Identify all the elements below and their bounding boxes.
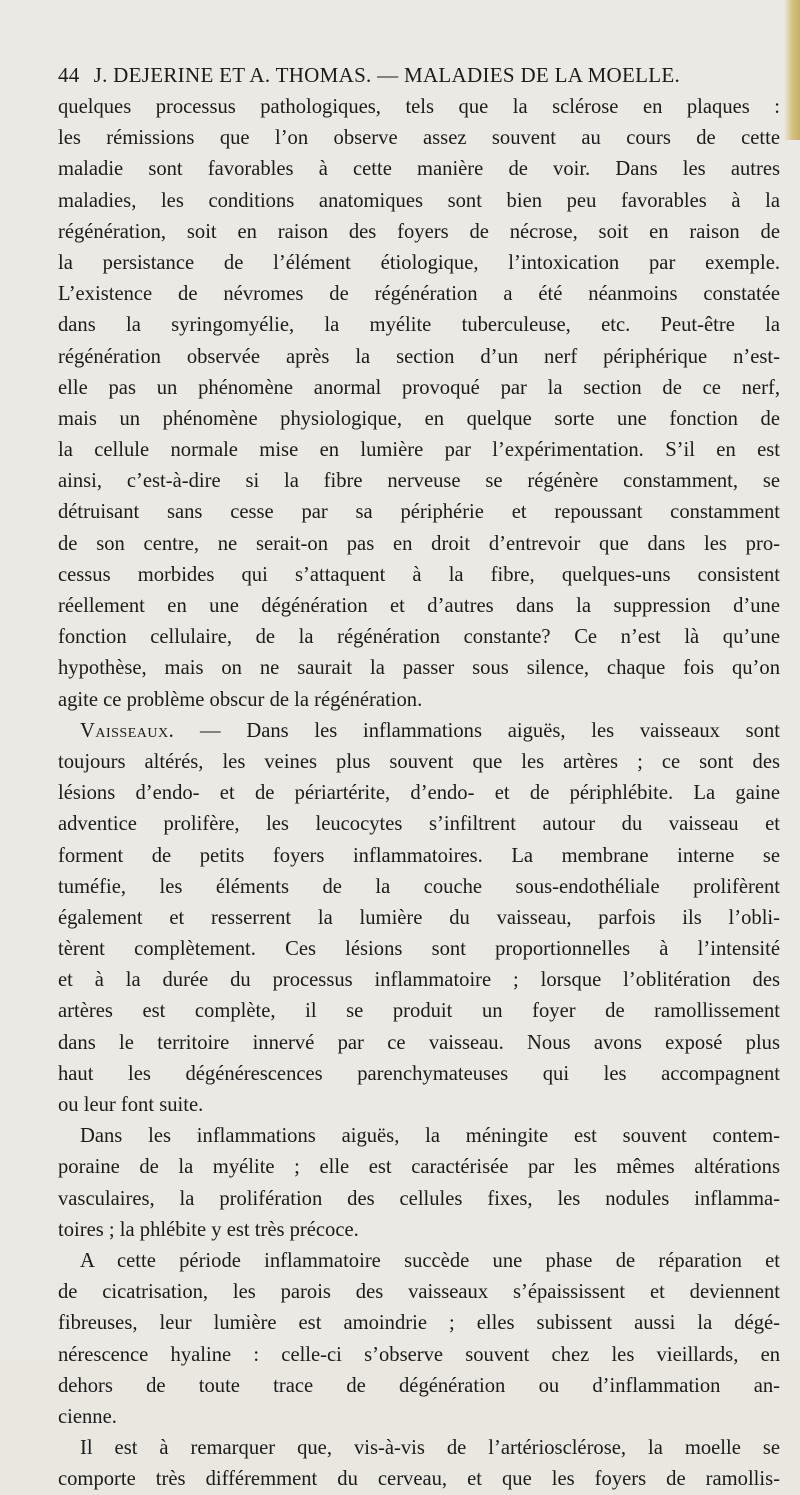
running-title: J. DEJERINE ET A. THOMAS. — MALADIES DE LA MOELLE. <box>93 63 681 87</box>
text-line <box>58 1152 780 1183</box>
line-text: tèrent complètement. Ces lésions sont proportionnelles à l’intensité <box>58 938 780 961</box>
text-line <box>58 996 780 1027</box>
text-line <box>58 497 780 528</box>
text-line <box>58 373 780 404</box>
line-text: dans la syringomyélie, la myélite tuberculeuse, etc. Peut-être la <box>58 314 780 337</box>
line-text: les rémissions que l’on observe assez souvent au cours de cette <box>58 127 780 150</box>
line-text: réellement en une dégénération et d’autres dans la suppression d’une <box>58 595 780 617</box>
text-line <box>58 342 780 373</box>
text-line <box>58 903 780 934</box>
text-line <box>58 248 780 279</box>
line-text: cienne. <box>58 1405 117 1428</box>
text-line <box>58 1215 780 1246</box>
text-line <box>58 1184 780 1215</box>
text-line <box>58 872 780 903</box>
line-text: dans le territoire innervé par ce vaisseau. Nous avons exposé plus <box>58 1031 780 1054</box>
text-line <box>58 279 780 310</box>
line-text: maladie sont favorables à cette manière de voir. Dans les autres <box>58 158 780 181</box>
line-text: elle pas un phénomène anormal provoqué par la section de ce nerf, <box>58 376 780 399</box>
text-line <box>58 154 780 185</box>
line-text: Il est à remarquer que, vis-à-vis de l’artériosclérose, la moelle se <box>80 1437 780 1460</box>
text-line <box>58 1121 780 1152</box>
text-line <box>58 435 780 466</box>
text-line <box>58 778 780 809</box>
text-line <box>58 466 780 497</box>
text-line <box>58 1464 780 1495</box>
body-text <box>58 92 780 1495</box>
text-line <box>58 560 780 591</box>
line-text: hypothèse, mais on ne saurait la passer sous silence, chaque fois qu’on <box>58 657 780 680</box>
text-line <box>58 1090 780 1121</box>
text-line <box>58 716 780 747</box>
text-line <box>58 1433 780 1464</box>
running-header <box>58 63 758 87</box>
line-text: poraine de la myélite ; elle est caractérisée par les mêmes altérations <box>58 1156 780 1179</box>
text-line <box>58 653 780 684</box>
text-line <box>58 404 780 435</box>
line-text: fibreuses, leur lumière est amoindrie ; elles subissent aussi la dégé- <box>58 1312 780 1335</box>
line-text: mais un phénomène physiologique, en quelque sorte une fonction de <box>58 407 780 430</box>
line-text: A cette période inflammatoire succède une phase de réparation et <box>80 1249 780 1272</box>
line-text: Dans les inflammations aiguës, la méningite est souvent contem- <box>80 1125 780 1148</box>
page-number: 44 <box>58 63 80 87</box>
line-text: L’existence de névromes de régénération a été néanmoins constatée <box>58 283 780 306</box>
text-line <box>58 1277 780 1308</box>
text-line <box>58 123 780 154</box>
text-line <box>58 965 780 996</box>
line-text: artères est complète, il se produit un foyer de ramollissement <box>58 1000 780 1023</box>
line-text: régénération, soit en raison des foyers de nécrose, soit en raison de <box>58 220 780 243</box>
line-text: — Dans les inflammations aiguës, les vaisseaux sont <box>174 719 780 742</box>
line-text: toires ; la phlébite y est très précoce. <box>58 1218 359 1241</box>
text-line <box>58 1340 780 1371</box>
line-text: dehors de toute trace de dégénération ou d’inflammation an- <box>58 1374 780 1397</box>
line-text: fonction cellulaire, de la régénération constante? Ce n’est là qu’une <box>58 626 780 649</box>
text-line <box>58 841 780 872</box>
line-text: comporte très différemment du cerveau, et que les foyers de ramollis- <box>58 1468 780 1491</box>
text-line <box>58 217 780 248</box>
text-line <box>58 622 780 653</box>
text-line <box>58 529 780 560</box>
line-text: tuméfie, les éléments de la couche sous-endothéliale prolifèrent <box>58 875 780 898</box>
text-line <box>58 1371 780 1402</box>
line-text: et à la durée du processus inflammatoire ; lorsque l’oblitération des <box>58 969 780 992</box>
line-text: nérescence hyaline : celle-ci s’observe souvent chez les vieillards, en <box>58 1343 780 1366</box>
line-text: régénération observée après la section d’un nerf périphérique n’est- <box>58 345 780 368</box>
text-line <box>58 934 780 965</box>
text-line <box>58 186 780 217</box>
line-text: vasculaires, la prolifération des cellules fixes, les nodules inflamma- <box>58 1187 780 1210</box>
line-text: ainsi, c’est-à-dire si la fibre nerveuse se régénère constamment, se <box>58 470 780 493</box>
line-text: forment de petits foyers inflammatoires. La membrane interne se <box>58 844 780 867</box>
line-text: également et resserrent la lumière du vaisseau, parfois ils l’obli- <box>58 906 780 929</box>
text-line <box>58 1308 780 1339</box>
line-text: agite ce problème obscur de la régénération. <box>58 688 423 711</box>
page-edge-tint <box>784 0 800 140</box>
line-text: cessus morbides qui s’attaquent à la fibre, quelques-uns consistent <box>58 563 780 586</box>
text-line <box>58 1028 780 1059</box>
text-line <box>58 809 780 840</box>
line-text: haut les dégénérescences parenchymateuses qui les accompagnent <box>58 1062 780 1085</box>
text-line <box>58 747 780 778</box>
text-line <box>58 685 780 716</box>
text-line <box>58 1246 780 1277</box>
text-line <box>58 591 780 622</box>
line-text: adventice prolifère, les leucocytes s’infiltrent autour du vaisseau et <box>58 813 780 836</box>
line-text: toujours altérés, les veines plus souvent que les artères ; ce sont des <box>58 750 780 773</box>
line-text: de cicatrisation, les parois des vaisseaux s’épaississent et deviennent <box>58 1281 780 1304</box>
text-line <box>58 92 780 123</box>
line-text: la persistance de l’élément étiologique, l’intoxication par exemple. <box>58 251 780 274</box>
line-text: ou leur font suite. <box>58 1094 204 1116</box>
text-line <box>58 1402 780 1433</box>
text-line <box>58 1059 780 1090</box>
line-text: maladies, les conditions anatomiques sont bien peu favorables à la <box>58 189 780 212</box>
line-text: quelques processus pathologiques, tels que la sclérose en plaques : <box>58 96 780 118</box>
text-line <box>58 310 780 341</box>
section-lead: Vaisseaux. <box>80 719 175 742</box>
line-text: la cellule normale mise en lumière par l’expérimentation. S’il en est <box>58 439 780 462</box>
line-text: détruisant sans cesse par sa périphérie et repoussant constamment <box>58 501 780 524</box>
line-text: lésions d’endo- et de périartérite, d’endo- et de périphlébite. La gaine <box>58 782 780 805</box>
line-text: de son centre, ne serait-on pas en droit d’entrevoir que dans les pro- <box>58 532 780 555</box>
